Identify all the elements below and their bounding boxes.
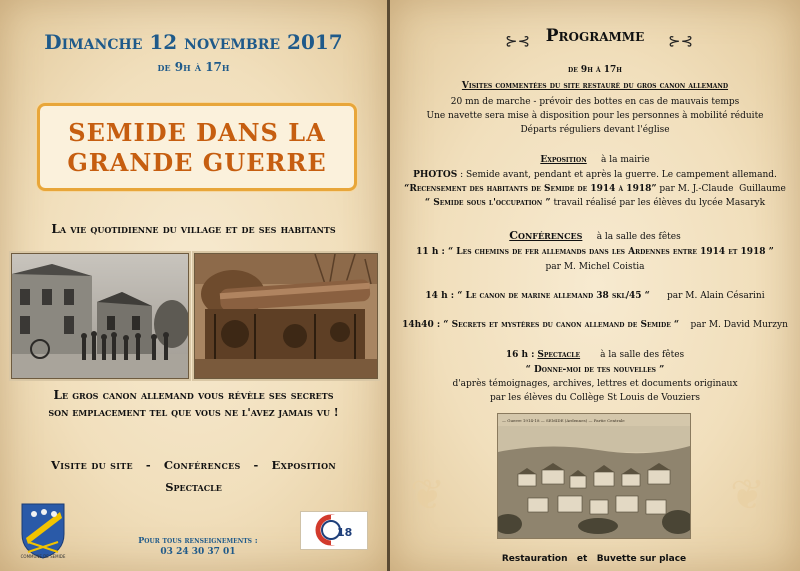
conf-3-by: par M. David Murzyn (690, 320, 788, 330)
visits-title: Visites commentées du site restauré du gros canon allemand (461, 81, 729, 91)
ornament-right-icon: ⊱⊰ (668, 32, 694, 50)
cannon-headline: Le gros canon allemand vous révèle ses secrets (53, 388, 334, 402)
info-label: Pour tous renseignements : (138, 535, 258, 545)
photos-text: : Semide avant, pendant et après la guerre. Le campement allemand. (457, 170, 777, 180)
spectacle-line: Spectacle (165, 480, 222, 494)
programme-title: Programme (545, 26, 645, 46)
show-heading (390, 349, 800, 361)
centenary-logo (300, 511, 368, 550)
photos-label: PHOTOS (413, 170, 458, 180)
conf-1 (390, 246, 800, 258)
decorative-swirl-right-icon: ❦ (730, 470, 766, 519)
activities-line: Visite du site - Conférences - Exposition (51, 458, 336, 472)
visits-line-3: Départs réguliers devant l'église (520, 125, 670, 135)
occupation-by: travail réalisé par les élèves du lycée Masaryk (550, 198, 766, 208)
centenary-logo-icon (301, 512, 367, 549)
expo-place: à la mairie (601, 155, 650, 165)
conf-2-by: par M. Alain Césarini (667, 291, 765, 301)
recensement-title: “Recensement des habitants de Semide de 1914 à 1918” (404, 184, 657, 194)
cannon-image (195, 254, 377, 378)
visits-line-1: 20 mn de marche - prévoir des bottes en cas de mauvais temps (450, 97, 740, 107)
subheading: La vie quotidienne du village et de ses habitants (51, 222, 336, 236)
conf-2-title: “ Le canon de marine allemand 38 skl/45 “ (454, 291, 650, 301)
occupation-title: “ Semide sous l'occupation ” (424, 198, 551, 208)
left-panel (0, 0, 387, 571)
show-place: à la salle des fêtes (600, 350, 685, 360)
expo-title: Exposition (540, 155, 587, 165)
conf-place: à la salle des fêtes (596, 232, 681, 242)
village-street-image (12, 254, 188, 378)
event-date (0, 30, 387, 54)
title-line-1: SEMIDE DANS LA (68, 118, 326, 147)
cannon-photo (194, 253, 378, 379)
conf-1-time: 11 h : (416, 247, 445, 257)
village-street-photo (11, 253, 189, 379)
title-box (37, 103, 357, 191)
commune-crest-icon (20, 502, 66, 562)
conf-2 (390, 290, 800, 302)
expo-recensement (390, 183, 800, 195)
logo-text: 18 (337, 526, 353, 539)
date-day: 12 (149, 30, 178, 54)
expo-occupation (390, 197, 800, 209)
event-hours: de 9h à 17h (157, 60, 230, 74)
title-line-2: GRANDE GUERRE (67, 148, 327, 177)
conf-title: Conférences (509, 229, 583, 242)
old-postcard (498, 414, 690, 538)
show-name: “ Donne-moi de tes nouvelles ” (525, 365, 665, 375)
programme-hours: de 9h à 17h (568, 65, 622, 75)
show-time: 16 h : (505, 350, 535, 360)
visits-line-2: Une navette sera mise à disposition pour les personnes à mobilité réduite (426, 111, 764, 121)
cannon-subline: son emplacement tel que vous ne l'avez jamais vu ! (48, 406, 339, 419)
conf-2-time: 14 h : (425, 291, 455, 301)
expo-photos (390, 169, 800, 181)
restauration-note: Restauration et Buvette sur place (501, 554, 687, 564)
conf-3 (390, 319, 800, 331)
conf-heading (390, 230, 800, 243)
date-prefix: Dimanche (44, 30, 143, 54)
crest-caption: COMMUNE DE SEMIDE (20, 554, 66, 559)
postcard-image (498, 414, 690, 538)
expo-heading (390, 154, 800, 166)
show-line-2: par les élèves du Collège St Louis de Vouziers (489, 393, 701, 403)
recensement-by: par M. J.-Claude Guillaume (656, 184, 786, 194)
info-phone: 03 24 30 37 01 (160, 547, 236, 557)
decorative-swirl-left-icon: ❦ (410, 470, 446, 519)
date-suffix: novembre 2017 (184, 30, 343, 54)
conf-1-by: par M. Michel Coistia (545, 262, 645, 272)
show-title: Spectacle (537, 350, 581, 360)
conf-1-title: “ Les chemins de fer allemands dans les Ardennes entre 1914 et 1918 ” (444, 247, 774, 257)
conf-3-time: 14h40 : (402, 320, 441, 330)
show-line-1: d'après témoignages, archives, lettres et documents originaux (452, 379, 738, 389)
ornament-left-icon: ⊱⊰ (505, 32, 531, 50)
conf-3-title: “ Secrets et mystères du canon allemand de Semide “ (440, 320, 680, 330)
postcard-caption: — Guerre 1914-18 — SEMIDE (Ardennes) — Partie Centrale (502, 418, 625, 423)
